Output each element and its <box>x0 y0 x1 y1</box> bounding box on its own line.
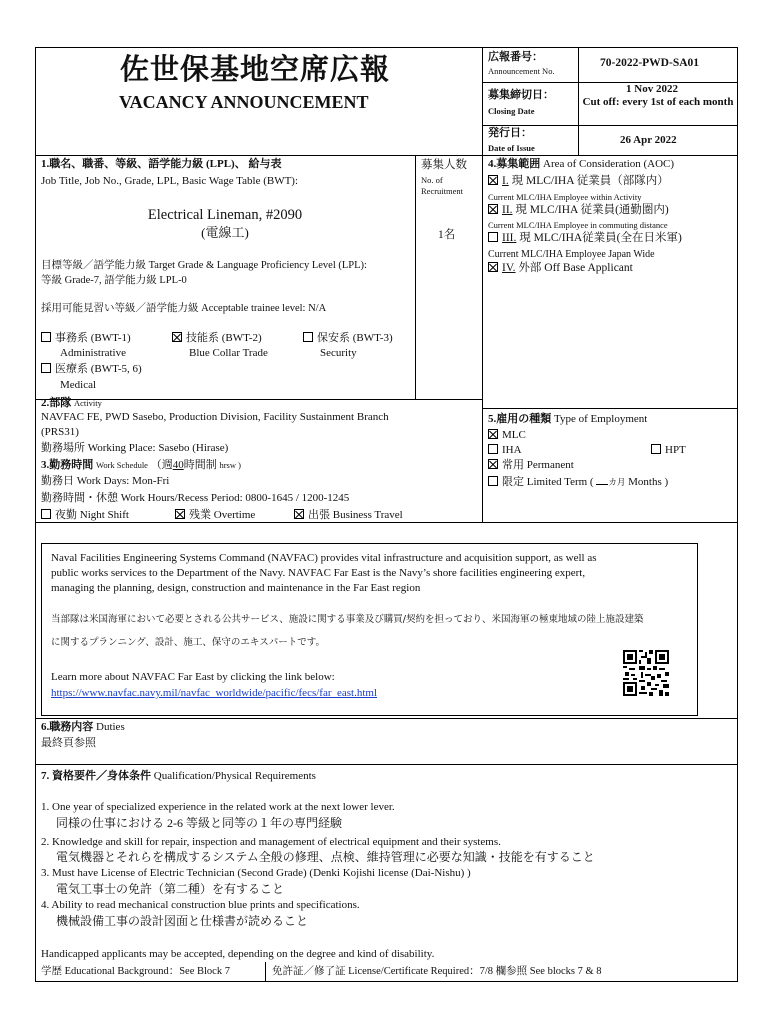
checkbox-checked <box>488 429 498 439</box>
learn-more: Learn more about NAVFAC Far East by clicking the link below: <box>51 671 335 683</box>
checkbox-checked <box>488 262 498 272</box>
divider-b6-top <box>35 718 737 719</box>
aoc-item-2[interactable]: II. 現 MLC/IHA 従業員(通勤圏内) <box>488 204 669 217</box>
employment-limited[interactable]: 限定 Limited Term ( カ月 Months ) <box>488 476 668 489</box>
block1-subheading: Job Title, Job No., Grade, LPL, Basic Wage Table (BWT): <box>41 175 299 187</box>
requirement-4-jp: 機械設備工事の設計図面と仕様書が読めること <box>56 914 309 928</box>
divider-recruit <box>415 155 416 400</box>
requirement-1-jp: 同様の仕事における 2-6 等級と同等の１年の専門経験 <box>56 816 342 830</box>
checkbox-checked <box>488 175 498 185</box>
checkbox <box>488 476 498 486</box>
requirement-3-jp: 電気工事士の免許（第二種）を有すること <box>56 882 285 896</box>
checkbox <box>41 363 51 373</box>
education-background: 学歴 Educational Background：See Block 7 <box>41 966 230 977</box>
checkbox <box>303 332 313 342</box>
bwt-security[interactable]: 保安系 (BWT-3) <box>303 332 393 345</box>
work-days: 勤務日 Work Days: Mon-Fri <box>41 475 170 487</box>
bwt-medical-sub: Medical <box>60 379 97 391</box>
bwt-blue-collar-sub: Blue Collar Trade <box>189 347 268 359</box>
announcement-no-label: 広報番号： <box>488 51 543 63</box>
bwt-administrative[interactable]: 事務系 (BWT-1) <box>41 332 131 345</box>
checkbox-checked <box>175 509 185 519</box>
checkbox <box>488 444 498 454</box>
divider-right-column <box>482 47 483 522</box>
target-grade-value: 等級 Grade-7, 語学能力級 LPL-0 <box>41 275 187 286</box>
block4-heading: 4.募集範囲 Area of Consideration (AOC) <box>488 158 675 170</box>
activity-line2: (PRS31) <box>41 426 79 438</box>
target-grade: 目標等級／語学能力級 Target Grade & Language Proficiency Level (LPL): <box>41 260 367 271</box>
block5-heading: 5.雇用の種類 Type of Employment <box>488 413 648 425</box>
option-night-shift[interactable]: 夜勤 Night Shift <box>41 509 129 522</box>
block1-heading: 1.職名、職番、等級、語学能力級 (LPL)、 給与表 <box>41 158 282 170</box>
recruit-label-en2: Recruitment <box>421 186 464 196</box>
employment-hpt[interactable]: HPT <box>651 444 686 457</box>
duties-text: 最終頁参照 <box>41 737 96 749</box>
divider-b1 <box>35 399 482 400</box>
option-overtime[interactable]: 残業 Overtime <box>175 509 255 522</box>
block7-heading: 7. 資格要件／身体条件 Qualification/Physical Requirements <box>41 770 316 782</box>
requirement-2-jp: 電気機器とそれらを構成するシステム全般の修理、点検、維持管理に必要な知識・技能を有すること <box>56 850 595 864</box>
job-title: Electrical Lineman, #2090 <box>147 207 303 223</box>
border-bottom <box>35 981 738 982</box>
requirement-4-en: 4. Ability to read mechanical construction blue prints and specifications. <box>41 899 360 911</box>
aoc-item-1[interactable]: I. 現 MLC/IHA 従業員（部隊内） <box>488 175 669 188</box>
recruit-label: 募集人数 <box>421 159 467 171</box>
issue-date: 26 Apr 2022 <box>620 134 677 146</box>
requirement-3-en: 3. Must have License of Electric Technician (Second Grade) (Denki Kojishi license (Dai-Nishu) ) <box>41 867 471 879</box>
checkbox <box>41 332 51 342</box>
divider-h1 <box>482 82 737 83</box>
aoc-item-3-sub: Current MLC/IHA Employee Japan Wide <box>488 249 655 260</box>
checkbox-checked <box>294 509 304 519</box>
border-right <box>737 47 738 981</box>
divider-h3 <box>35 155 737 156</box>
closing-date-label: 募集締切日： <box>488 89 554 101</box>
info-en-line1: Naval Facilities Engineering Systems Command (NAVFAC) provides vital infrastructure and acquisition support, as well as <box>51 552 597 564</box>
job-title-jp: (電線工) <box>201 225 249 240</box>
title-en: VACANCY ANNOUNCEMENT <box>119 92 369 112</box>
divider-footer <box>265 962 266 981</box>
announcement-no: 70-2022-PWD-SA01 <box>600 57 700 69</box>
qr-code-icon <box>623 650 669 696</box>
divider-b7-top <box>35 764 737 765</box>
info-jp-line1: 当部隊は米国海軍において必要とされる公共サービス、施設に関する事業及び購買/契約を担っており、米国海軍の極東地域の陸上施設建築 <box>51 614 644 625</box>
checkbox-checked <box>488 459 498 469</box>
activity-line1: NAVFAC FE, PWD Sasebo, Production Division, Facility Sustainment Branch <box>41 411 389 423</box>
employment-mlc[interactable]: MLC <box>488 429 526 442</box>
requirement-1-en: 1. One year of specialized experience in the related work at the next lower lever. <box>41 801 395 813</box>
border-top <box>35 47 737 48</box>
checkbox-checked <box>488 204 498 214</box>
requirement-2-en: 2. Knowledge and skill for repair, inspection and management of electrical equipment and their systems. <box>41 836 501 848</box>
bwt-administrative-sub: Administrative <box>60 347 126 359</box>
bwt-blue-collar[interactable]: 技能系 (BWT-2) <box>172 332 262 345</box>
issue-date-label-en: Date of Issue <box>488 143 535 153</box>
work-hours: 勤務時間・休憩 Work Hours/Recess Period: 0800-1645 / 1200-1245 <box>41 492 350 504</box>
trainee-level: 採用可能見習い等級／語学能力級 Acceptable trainee level: N/A <box>41 303 327 314</box>
info-jp-line2: に関するプランニング、設計、施工、保守のエキスパートです。 <box>51 637 325 648</box>
aoc-item-4[interactable]: IV. 外部 Off Base Applicant <box>488 262 633 275</box>
info-en-line3: managing the planning, design, construction and maintenance in the Far East region <box>51 582 421 594</box>
checkbox-checked <box>172 332 182 342</box>
license-required: 免許証／修了証 License/Certificate Required：7/8 欄参照 See blocks 7 & 8 <box>272 966 602 977</box>
recruit-count: 1名 <box>438 229 456 241</box>
handicapped-note: Handicapped applicants may be accepted, depending on the degree and kind of disability. <box>41 948 435 960</box>
employment-iha[interactable]: IHA <box>488 444 522 457</box>
issue-date-label: 発行日： <box>488 127 532 139</box>
bwt-security-sub: Security <box>320 347 357 359</box>
closing-date: 1 Nov 2022 <box>626 83 678 95</box>
block2-heading: 2.部隊 Activity <box>41 397 102 409</box>
closing-cutoff: Cut off: every 1st of each month <box>582 96 734 108</box>
aoc-item-3[interactable]: III. 現 MLC/IHA従業員(全在日米軍) <box>488 232 682 245</box>
aoc-item-1-sub: Current MLC/IHA Employee within Activity <box>488 192 642 202</box>
checkbox <box>41 509 51 519</box>
checkbox <box>651 444 661 454</box>
checkbox <box>488 232 498 242</box>
divider-h2 <box>482 125 737 126</box>
announcement-no-label-en: Announcement No. <box>488 66 555 76</box>
block6-heading: 6.職務内容 Duties <box>41 721 125 733</box>
option-business-travel[interactable]: 出張 Business Travel <box>294 509 403 522</box>
navfac-link[interactable]: https://www.navfac.navy.mil/navfac_worldwide/pacific/fecs/far_east.html <box>51 687 378 699</box>
divider-top-section <box>35 522 737 523</box>
working-place: 勤務場所 Working Place: Sasebo (Hirase) <box>41 442 229 454</box>
employment-permanent[interactable]: 常用 Permanent <box>488 459 574 472</box>
info-en-line2: public works services to the Department of the Navy. NAVFAC Far East is the Navy’s shore facilities engineering expert, <box>51 567 586 579</box>
divider-b4 <box>482 408 737 409</box>
bwt-medical[interactable]: 医療系 (BWT-5, 6) <box>41 363 142 376</box>
border-left <box>35 47 36 981</box>
title-jp: 佐世保基地空席広報 <box>120 52 391 86</box>
closing-date-label-en: Closing Date <box>488 106 535 116</box>
divider-header-table <box>578 47 579 155</box>
block3-heading: 3.勤務時間 Work Schedule （週40時間制 hrsw ) <box>41 459 241 471</box>
recruit-label-en1: No. of <box>421 175 443 185</box>
aoc-item-2-sub: Current MLC/IHA Employee in commuting distance <box>488 220 668 230</box>
